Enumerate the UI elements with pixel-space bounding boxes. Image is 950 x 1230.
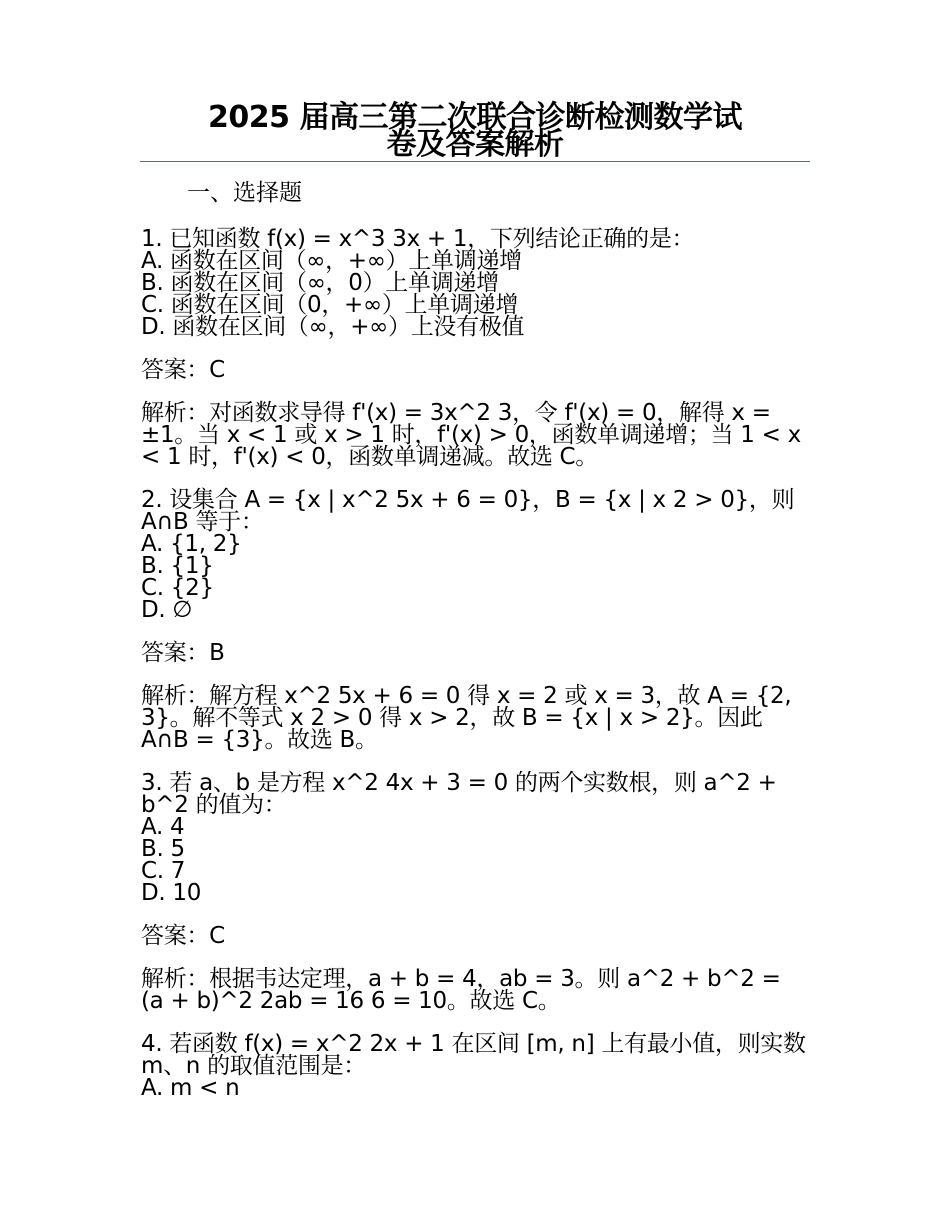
answer: 答案：B <box>141 640 225 666</box>
section-heading: 一、选择题 <box>187 180 302 206</box>
option-c: C. {2} <box>141 575 214 601</box>
question-stem: 3. 若 a、b 是方程 x^2 4x + 3 = 0 的两个实数根，则 a^2 + b^2 的值为： <box>141 770 777 818</box>
option-d: D. 10 <box>141 880 202 906</box>
answer: 答案：C <box>141 357 225 383</box>
question-2 <box>141 489 809 621</box>
explanation: 解析：根据韦达定理，a + b = 4，ab = 3。则 a^2 + b^2 = (a + b)^2 2ab = 16 6 = 10。故选 C。 <box>141 966 781 1014</box>
option-a: A. m < n <box>141 1075 240 1101</box>
question-stem: 1. 已知函数 f(x) = x^3 3x + 1，下列结论正确的是： <box>141 226 695 252</box>
option-d: D. 函数在区间（∞，+∞）上没有极值 <box>141 314 525 340</box>
title-line-2: 卷及答案解析 <box>386 127 564 162</box>
question-list <box>141 228 809 1120</box>
title-underline <box>140 161 810 162</box>
explanation: 解析：对函数求导得 f'(x) = 3x^2 3，令 f'(x) = 0，解得 x = ±1。当 x < 1 或 x > 1 时，f'(x) > 0，函数单调递增；当 1 < x < 1 时，f'(x) < 0，函数单调递减。故选 C。 <box>141 400 801 470</box>
option-b: B. 函数在区间（∞，0）上单调递增 <box>141 270 499 296</box>
option-a: A. 4 <box>141 814 185 840</box>
question-stem: 4. 若函数 f(x) = x^2 2x + 1 在区间 [m, n] 上有最小值，则实数 m、n 的取值范围是： <box>141 1031 806 1079</box>
question-3 <box>141 772 809 904</box>
answer: 答案：C <box>141 923 225 949</box>
title-line-1: 2025 届高三第二次联合诊断检测数学试 <box>208 100 742 135</box>
option-c: C. 7 <box>141 858 186 884</box>
option-b: B. 5 <box>141 836 185 862</box>
option-b: B. {1} <box>141 553 214 579</box>
explanation: 解析：解方程 x^2 5x + 6 = 0 得 x = 2 或 x = 3，故 A = {2, 3}。解不等式 x 2 > 0 得 x > 2，故 B = {x | x > 2}。因此 A∩B = {3}。故选 B。 <box>141 683 792 753</box>
document-title <box>140 100 810 162</box>
question-1 <box>141 228 809 338</box>
question-4 <box>141 1033 809 1099</box>
option-a: A. {1, 2} <box>141 531 242 557</box>
option-c: C. 函数在区间（0，+∞）上单调递增 <box>141 292 519 318</box>
question-stem: 2. 设集合 A = {x | x^2 5x + 6 = 0}，B = {x | x 2 > 0}，则 A∩B 等于： <box>141 487 795 535</box>
option-d: D. ∅ <box>141 597 193 623</box>
option-a: A. 函数在区间（∞，+∞）上单调递增 <box>141 248 522 274</box>
